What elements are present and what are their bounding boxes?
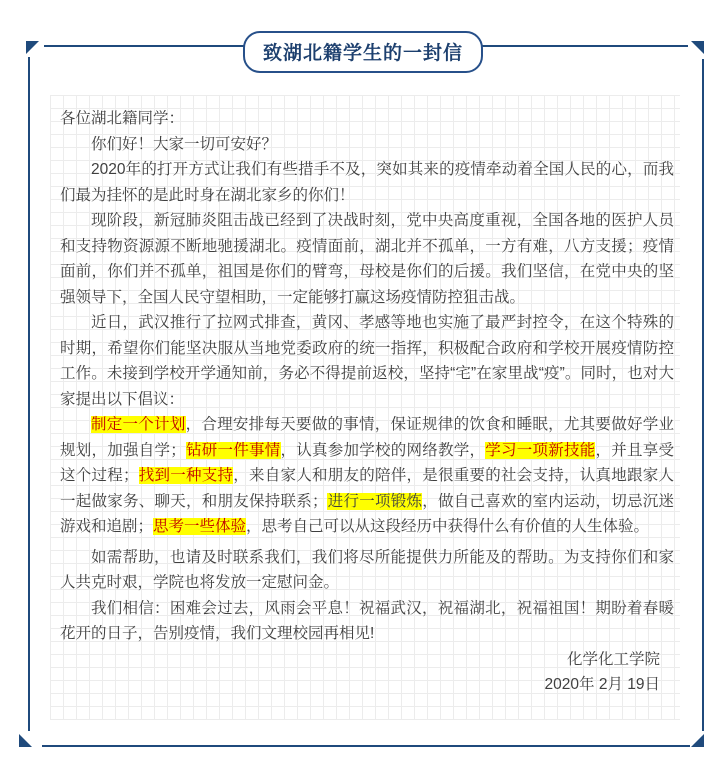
paragraph-current-stage <box>60 208 674 310</box>
paragraph-text: ，做自己喜欢的室内运动，切忌沉迷游戏和追剧； <box>60 492 674 535</box>
highlighted-phrase: 钻研一件事情 <box>185 441 281 459</box>
frame-line-left <box>28 57 30 731</box>
date <box>60 672 674 698</box>
paragraph-text: 2020年 2月 19日 <box>544 676 660 693</box>
paragraph-text: 化学化工学院 <box>566 650 660 668</box>
paragraph-text: 如需帮助，也请及时联系我们，我们将尽所能提供力所能及的帮助。为支持你们和家人共克时艰，学院也将发放一定慰问金。 <box>60 548 674 591</box>
signature <box>60 647 674 673</box>
paragraph-proposals <box>60 412 674 540</box>
highlighted-phrase: 找到一种支持 <box>138 467 234 484</box>
highlighted-phrase: 思考一些体验 <box>153 518 247 535</box>
highlighted-phrase: 进行一项锻炼 <box>327 492 423 510</box>
paragraph-text: ，来自家人和朋友的陪伴，是很重要的社会支持，认真地跟家人一起做家务、聊天，和朋友保持联系； <box>60 467 674 510</box>
paragraph-text: ，思考自己可以从这段经历中获得什么有价值的人生体验。 <box>246 518 650 535</box>
paragraph-text: 现阶段，新冠肺炎阻击战已经到了决战时刻，党中央高度重视，全国各地的医护人员和支持物资源源不断地驰援湖北。疫情面前，湖北并不孤单，一方有难，八方支援；疫情面前，你们并不孤单，祖国是你们的臂弯，母校是你们的后援。我们坚信，在党中央的坚强领导下，全国人民守望相助，一定能够打赢这场疫情防控狙击战。 <box>60 212 674 306</box>
frame-line-right <box>702 59 704 731</box>
page-title <box>243 31 483 73</box>
corner-triangle-top-right-icon <box>691 41 704 54</box>
paragraph-text: 各位湖北籍同学： <box>60 110 185 127</box>
paragraph-help <box>60 545 674 596</box>
frame-line-bottom <box>42 745 690 747</box>
paragraph-text: ，合理安排每天要做的事情，保证规律的饮食和睡眠，尤其要做好学业规划，加强自学； <box>60 416 674 459</box>
paragraph-text: 我们相信：困难会过去，风雨会平息！祝福武汉，祝福湖北，祝福祖国！期盼着春暖花开的日子，告别疫情，我们文理校园再相见! <box>60 599 674 642</box>
paragraph-text: 近日，武汉推行了拉网式排查，黄冈、孝感等地也实施了最严封控令，在这个特殊的时期，希望你们能坚决服从当地党委政府的统一指挥，积极配合政府和学校开展疫情防控工作。未接到学校开学通知前，务必不得提前返校，坚持“宅”在家里战“疫”。同时，也对大家提出以下倡议： <box>60 314 674 408</box>
paragraph-opening <box>60 157 674 208</box>
corner-triangle-bottom-left-icon <box>19 734 32 747</box>
salutation <box>60 106 674 132</box>
paragraph-text: 你们好！大家一切可安好？ <box>91 135 278 153</box>
paragraph-text: ，并且享受这个过程； <box>60 441 674 484</box>
highlighted-phrase: 制定一个计划 <box>91 416 186 433</box>
highlighted-phrase: 学习一项新技能 <box>485 441 596 459</box>
paragraph-text: ，认真参加学校的网络教学， <box>280 441 486 459</box>
paragraph-text: 2020年的打开方式让我们有些措手不及，突如其来的疫情牵动着全国人民的心，而我们最为挂怀的是此时身在湖北家乡的你们！ <box>60 161 674 204</box>
greeting <box>60 132 674 158</box>
corner-triangle-top-left-icon <box>26 41 39 54</box>
corner-triangle-bottom-right-icon <box>691 734 704 747</box>
letter-body <box>60 106 674 698</box>
page-title-text: 致湖北籍学生的一封信 <box>262 43 464 64</box>
paragraph-lockdown <box>60 310 674 412</box>
paragraph-closing <box>60 596 674 647</box>
